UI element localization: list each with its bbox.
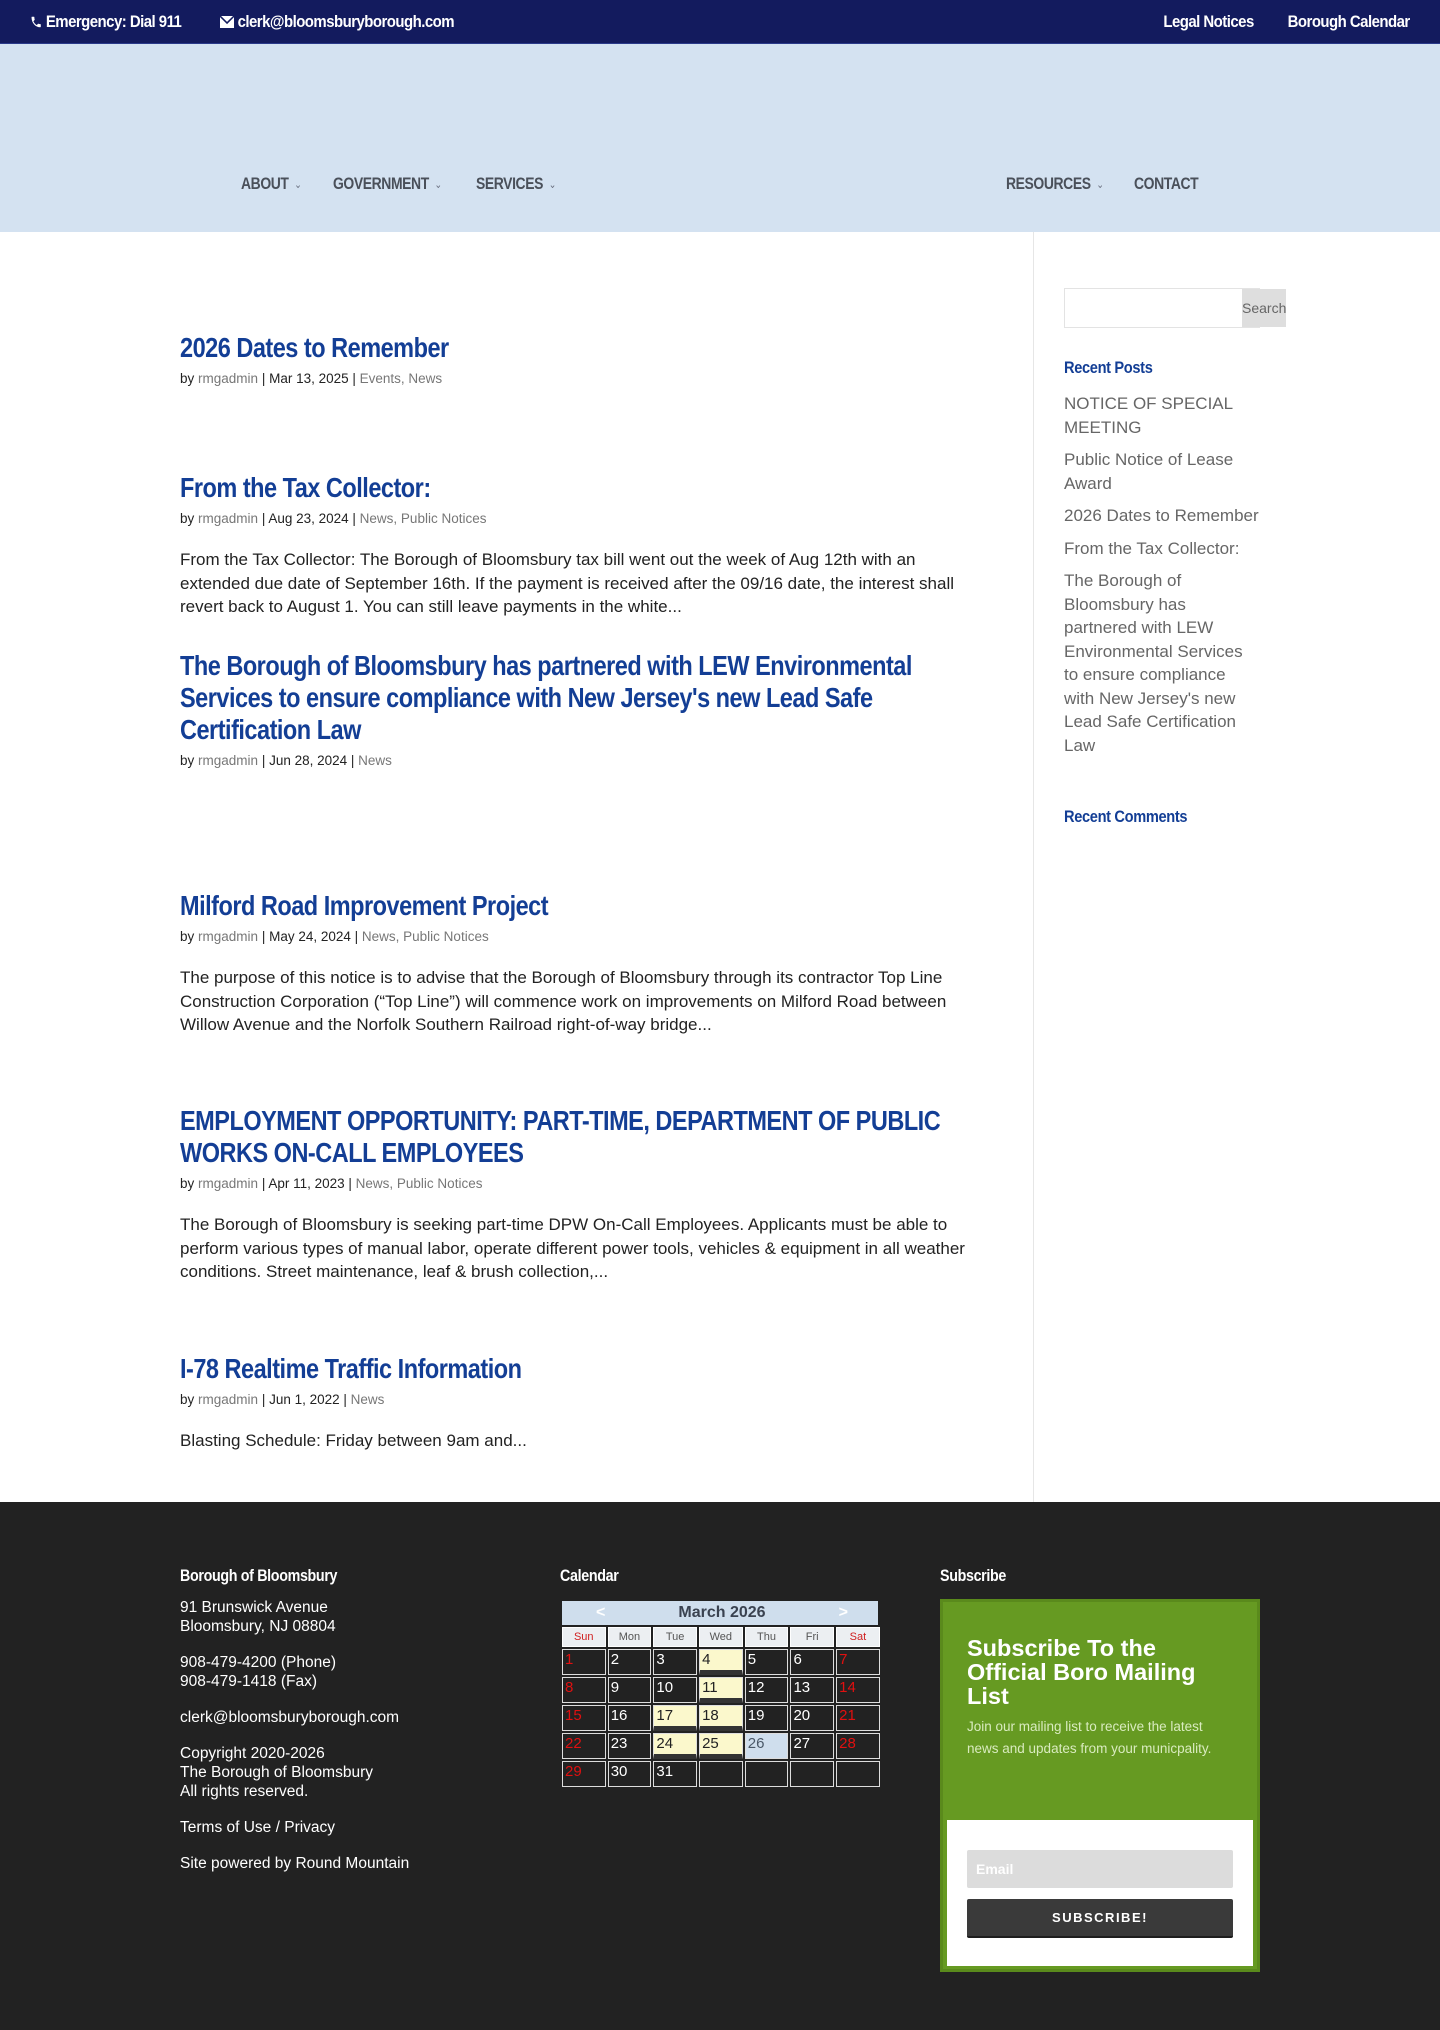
powered-by-link[interactable]: Site powered by Round Mountain: [180, 1855, 410, 1872]
calendar-next-button[interactable]: >: [838, 1604, 848, 1621]
category-links[interactable]: News: [350, 1392, 385, 1407]
calendar-day: 20: [790, 1705, 834, 1731]
author-link[interactable]: rmgadmin: [198, 1176, 259, 1191]
calendar-day: 19: [745, 1705, 789, 1731]
calendar-day: 6: [790, 1649, 834, 1675]
calendar-day-today: 26: [745, 1733, 789, 1759]
calendar-grid: [562, 1627, 880, 1787]
calendar-day-event[interactable]: 24: [653, 1733, 697, 1759]
post-item: [180, 472, 980, 619]
calendar-day-event[interactable]: 4: [699, 1649, 743, 1675]
email-text: clerk@bloomsburyborough.com: [237, 11, 455, 31]
search-button[interactable]: Search: [1242, 289, 1286, 327]
calendar-empty-cell: [745, 1761, 789, 1787]
category-links[interactable]: News: [358, 753, 392, 768]
post-meta: by rmgadmin | Aug 23, 2024 | News, Public Notices: [180, 511, 487, 526]
main-area: [0, 232, 1440, 1502]
calendar-day: 12: [745, 1677, 789, 1703]
calendar-day: 2: [608, 1649, 652, 1675]
address-line-1: 91 Brunswick Avenue: [180, 1599, 328, 1616]
post-meta: by rmgadmin | Jun 28, 2024 | News: [180, 753, 392, 768]
nav-label: SERVICES: [476, 174, 543, 193]
calendar-day: 23: [608, 1733, 652, 1759]
nav-label: ABOUT: [241, 174, 289, 193]
footer-contact: 91 Brunswick Avenue Bloomsbury, NJ 08804 908-479-4200 (Phone) 908-479-1418 (Fax) clerk@bloomsburyborough.com Copyright 2020-2026 The Borough of Bloomsbury All rights reserved. Terms of Use / Privacy Site powered by Round Mountain: [180, 1599, 410, 1872]
calendar-day-event[interactable]: 17: [653, 1705, 697, 1731]
copyright-line-1: Copyright 2020-2026: [180, 1745, 325, 1762]
calendar-day-event[interactable]: 18: [699, 1705, 743, 1731]
author-link[interactable]: rmgadmin: [198, 753, 259, 768]
recent-comments-title: Recent Comments: [1064, 807, 1188, 826]
post-meta: by rmgadmin | Jun 1, 2022 | News: [180, 1392, 385, 1407]
post-meta: by rmgadmin | Apr 11, 2023 | News, Public Notices: [180, 1176, 483, 1191]
post-item: [180, 1105, 980, 1284]
category-links[interactable]: News, Public Notices: [359, 511, 487, 526]
author-link[interactable]: rmgadmin: [198, 371, 259, 386]
post-item: [180, 890, 980, 1037]
nav-about[interactable]: [241, 174, 301, 194]
emergency-link[interactable]: [30, 12, 181, 32]
chevron-down-icon: ⌄: [1096, 178, 1104, 191]
post-title-link[interactable]: I-78 Realtime Traffic Information: [180, 1353, 522, 1384]
search-form: [1064, 288, 1287, 328]
subscribe-description: Join our mailing list to receive the latest news and updates from your municpality.: [967, 1719, 1212, 1756]
subscribe-form: [947, 1820, 1253, 1966]
calendar-day: 27: [790, 1733, 834, 1759]
post-title-link[interactable]: 2026 Dates to Remember: [180, 332, 449, 363]
nav-services[interactable]: [476, 174, 556, 194]
footer-title-borough: Borough of Bloomsbury: [180, 1566, 338, 1585]
calendar-day: 10: [653, 1677, 697, 1703]
author-link[interactable]: rmgadmin: [198, 929, 259, 944]
post-meta: by rmgadmin | Mar 13, 2025 | Events, News: [180, 371, 443, 386]
calendar-weekday: Tue: [653, 1627, 697, 1647]
calendar-weekday: Wed: [699, 1627, 743, 1647]
calendar-day-event[interactable]: 25: [699, 1733, 743, 1759]
emergency-text: Emergency: Dial 911: [45, 11, 182, 31]
post-date: Jun 28, 2024: [269, 753, 348, 768]
footer-title-subscribe: Subscribe: [940, 1566, 1007, 1585]
post-date: Jun 1, 2022: [269, 1392, 340, 1407]
terms-link[interactable]: Terms of Use: [180, 1819, 272, 1836]
calendar-day: 31: [653, 1761, 697, 1787]
category-links[interactable]: News, Public Notices: [361, 929, 489, 944]
nav-label: GOVERNMENT: [333, 174, 429, 193]
address-line-2: Bloomsbury, NJ 08804: [180, 1618, 336, 1635]
email-input[interactable]: Email: [967, 1850, 1233, 1888]
subscribe-heading: Subscribe To the Official Boro Mailing List: [967, 1635, 1196, 1709]
subscribe-box: [940, 1599, 1260, 1972]
calendar-day-event[interactable]: 11: [699, 1677, 743, 1703]
nav-label: RESOURCES: [1006, 174, 1091, 193]
privacy-link[interactable]: Privacy: [284, 1819, 336, 1836]
calendar-day: 28: [836, 1733, 880, 1759]
recent-post-link[interactable]: Public Notice of Lease Award: [1064, 450, 1234, 493]
envelope-icon: [220, 16, 234, 28]
fax-number: 908-479-1418 (Fax): [180, 1673, 317, 1690]
post-date: Mar 13, 2025: [269, 371, 349, 386]
sidebar-divider: [1033, 232, 1034, 1502]
calendar-day: 3: [653, 1649, 697, 1675]
post-excerpt: The Borough of Bloomsbury is seeking part-time DPW On-Call Employees. Applicants must be able to perform various types of manual labor, operate different power tools, vehicles & equipment in all weather conditions. Street maintenance, leaf & brush collection,...: [180, 1215, 965, 1281]
calendar-header: [562, 1601, 878, 1625]
footer-email-link[interactable]: clerk@bloomsburyborough.com: [180, 1709, 400, 1726]
calendar-day: 21: [836, 1705, 880, 1731]
post-date: May 24, 2024: [269, 929, 351, 944]
nav-label: CONTACT: [1134, 174, 1199, 193]
phone-icon: [30, 15, 42, 29]
calendar-day: 8: [562, 1677, 606, 1703]
calendar-weekday: Sat: [836, 1627, 880, 1647]
calendar-day: 16: [608, 1705, 652, 1731]
main-header: [0, 44, 1440, 232]
calendar-day: 7: [836, 1649, 880, 1675]
phone-number: 908-479-4200 (Phone): [180, 1654, 336, 1671]
footer: [0, 1502, 1440, 2030]
category-links[interactable]: News, Public Notices: [355, 1176, 483, 1191]
subscribe-button[interactable]: SUBSCRIBE!: [967, 1899, 1233, 1938]
calendar-month: March 2026: [678, 1604, 766, 1621]
calendar-day: 29: [562, 1761, 606, 1787]
author-link[interactable]: rmgadmin: [198, 511, 259, 526]
calendar-day: 9: [608, 1677, 652, 1703]
post-date: Apr 11, 2023: [268, 1176, 345, 1191]
email-link[interactable]: [220, 12, 454, 32]
calendar-day: 5: [745, 1649, 789, 1675]
category-links[interactable]: Events, News: [359, 371, 443, 386]
calendar-day: 1: [562, 1649, 606, 1675]
post-excerpt: The purpose of this notice is to advise that the Borough of Bloomsbury through its contractor Top Line Construction Corporation (“Top Line”) will commence work on improvements on Milford Road between Willow Avenue and the Norfolk Southern Railroad right-of-way bridge...: [180, 968, 947, 1034]
post-item: [180, 332, 980, 386]
borough-calendar-link[interactable]: Borough Calendar: [1287, 11, 1410, 31]
chevron-down-icon: ⌄: [548, 178, 556, 191]
calendar-day: 14: [836, 1677, 880, 1703]
post-title-link[interactable]: The Borough of Bloomsbury has partnered with LEW Environmental Services to ensure compliance with New Jersey's new Lead Safe Certification Law: [180, 650, 912, 745]
post-item: [180, 650, 980, 768]
search-input[interactable]: [1065, 289, 1242, 327]
nav-resources[interactable]: [1006, 174, 1104, 194]
post-excerpt: From the Tax Collector: The Borough of Bloomsbury tax bill went out the week of Aug 12th with an extended due date of September 16th. If the payment is received after the 09/16 date, the interest shall revert back to August 1. You can still leave payments in the white...: [180, 550, 954, 616]
calendar-empty-cell: [699, 1761, 743, 1787]
post-title-link[interactable]: EMPLOYMENT OPPORTUNITY: PART-TIME, DEPARTMENT OF PUBLIC WORKS ON-CALL EMPLOYEES: [180, 1105, 941, 1168]
nav-government[interactable]: [333, 174, 442, 194]
calendar-weekday: Thu: [745, 1627, 789, 1647]
recent-post-link[interactable]: 2026 Dates to Remember: [1064, 506, 1259, 525]
chevron-down-icon: ⌄: [294, 178, 302, 191]
chevron-down-icon: ⌄: [434, 178, 442, 191]
calendar-empty-cell: [790, 1761, 834, 1787]
recent-post-link[interactable]: NOTICE OF SPECIAL MEETING: [1064, 394, 1233, 437]
calendar-weekday: Mon: [608, 1627, 652, 1647]
recent-posts-list: [1064, 392, 1260, 766]
footer-title-calendar: Calendar: [560, 1566, 619, 1585]
top-bar: [0, 0, 1440, 44]
calendar-day: 22: [562, 1733, 606, 1759]
recent-post-link[interactable]: From the Tax Collector:: [1064, 538, 1240, 558]
post-title-link[interactable]: Milford Road Improvement Project: [180, 890, 549, 921]
calendar-day: 15: [562, 1705, 606, 1731]
nav-contact[interactable]: [1134, 174, 1198, 194]
post-meta: by rmgadmin | May 24, 2024 | News, Public Notices: [180, 929, 489, 944]
recent-post-link[interactable]: The Borough of Bloomsbury has partnered with LEW Environmental Services to ensure compliance with New Jersey's new Lead Safe Certification Law: [1064, 571, 1243, 755]
recent-posts-title: Recent Posts: [1064, 358, 1153, 377]
author-link[interactable]: rmgadmin: [198, 1392, 259, 1407]
legal-notices-link[interactable]: Legal Notices: [1162, 11, 1254, 31]
calendar-day: 13: [790, 1677, 834, 1703]
calendar-weekday: Fri: [790, 1627, 834, 1647]
post-title-link[interactable]: From the Tax Collector:: [180, 472, 431, 503]
calendar-prev-button[interactable]: <: [596, 1604, 606, 1621]
post-excerpt: Blasting Schedule: Friday between 9am and...: [180, 1431, 527, 1450]
post-item: [180, 1353, 980, 1453]
copyright-line-3: All rights reserved.: [180, 1783, 309, 1800]
calendar-empty-cell: [836, 1761, 880, 1787]
post-date: Aug 23, 2024: [268, 511, 349, 526]
calendar-weekday: Sun: [562, 1627, 606, 1647]
copyright-line-2: The Borough of Bloomsbury: [180, 1764, 373, 1781]
calendar-day: 30: [608, 1761, 652, 1787]
